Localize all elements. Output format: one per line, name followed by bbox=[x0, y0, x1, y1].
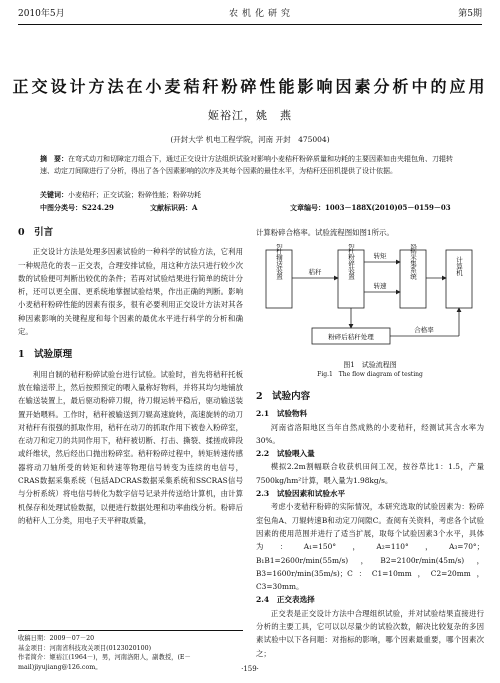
keywords-label: 关键词： bbox=[40, 190, 68, 199]
intro-heading: 0 引言 bbox=[18, 227, 54, 238]
flow-diagram bbox=[260, 244, 480, 356]
abstract-label: 摘 要： bbox=[40, 154, 68, 163]
box-crusher-label: 秸秆粉碎装置 bbox=[347, 244, 355, 280]
principle-paragraph: 利用自制的秸秆粉碎试验台进行试验。试验时，首先将秸秆托板放在输送带上，然后按照预定的喂入量称好物料，并将其均匀地铺放在输送装置上，最后驱动粉碎刀辊，待刀辊运转平稳后，驱动输送装置开始喂料。工作时，秸秆被输送到刀辊高速旋转，高速旋转的动刀对秸秆有很强的抓取作用，秸秆在动刀的抓取作用下被卷入粉碎室，在动刀和定刀的共同作用下，秸秆被切断、打击、撕裂、揉搓成碎段或纤维状，然后经出口抛出粉碎室。秸秆粉碎过程中，转矩转速传感器将动刀轴所受的转矩和转速等物理信号转变为连续的电信号，CRAS数据采集系统（包括ADCRAS数据采集系统和SSCRAS信号与分析系统）将电信号转化为数字信号记录并传送给计算机，由计算机保存和处理试验数据，以便进行数据处理和功率曲线分析。粉碎后的秸秆人工分类，用电子天平秤取质量， bbox=[18, 369, 243, 525]
keywords bbox=[40, 190, 460, 200]
figure-caption-cn: 图1 试验流程图 bbox=[343, 361, 397, 369]
keywords-text: 小麦秸秆；正交试验；粉碎性能；粉碎功耗 bbox=[68, 191, 201, 199]
pass-rate-label: 合格率 bbox=[414, 326, 434, 334]
clc-number: 中图分类号：S224.29 bbox=[40, 203, 114, 212]
sub2-text: 模拟2.2m割幅联合收获机田间工况，按谷草比1：1.5，产量7500kg/hm²计算，喂入量为1.98kg/s。 bbox=[256, 462, 484, 485]
speed-label: 转速 bbox=[373, 282, 387, 290]
sub2-heading: 2.2 试验喂入量 bbox=[256, 449, 315, 459]
document-code: 文献标识码：A bbox=[150, 203, 198, 212]
authors: 姬裕江，姚 燕 bbox=[208, 109, 292, 122]
header-issue: 第5期 bbox=[458, 9, 482, 19]
sub1-heading: 2.1 试验物料 bbox=[256, 409, 308, 419]
flow-diagram-svg bbox=[260, 244, 480, 356]
running-header bbox=[18, 6, 482, 25]
sub3-text: 考虑小麦秸秆粉碎的实际情况，本研究选取的试验因素为：粉碎室包角A、刀辊转速B和动定刀间隙C。查阅有关资料，考虑各个试验因素的使用范围并进行了适当扩展，取每个试验因素3个水平，具体为：A₁=150°，A₂=110°，A₃=70°；B₁B1=2600r/min(55m/s)，B2=2100r/min(45m/s)，B3=1600r/min(35m/s)；C：C1=10mm，C2=20mm，C3=30mm。 bbox=[256, 502, 484, 592]
torque-label: 转矩 bbox=[373, 252, 387, 260]
abstract bbox=[40, 153, 460, 177]
sub1-text: 河南省洛阳地区当年自然成熟的小麦秸秆，经测试其含水率为30%。 bbox=[256, 422, 484, 445]
page-number: ·159· bbox=[241, 665, 259, 673]
sub4-text: 正交表是正交设计方法中合理组织试验，并对试验结果直接进行分析的主要工具，它可以以尽量少的试验次数，解决比较复杂的多因素试验中以下各问题：对指标的影响，哪个因素最重要，哪个因素次之； bbox=[256, 608, 484, 658]
box-daq-label: 数据采集系统 bbox=[409, 244, 417, 280]
straw-label: 秸秆 bbox=[308, 268, 322, 276]
fund-info: 基金项目：河南省科技攻关项目(0123020100) bbox=[18, 644, 152, 652]
principle-heading: 1 试验原理 bbox=[18, 349, 73, 361]
article-number: 文章编号：1003－188X(2010)05－0159－03 bbox=[290, 203, 451, 212]
right-column bbox=[256, 390, 484, 660]
abstract-text: 在弯式动刀和切障定刀组合下，通过正交设计方法组织试验对影响小麦秸秆粉碎质量和功耗的主要因素如由夹辊包角、刀辊转速、动定刀间隙进行了分析，得出了各个因素影响的次序及其每个因素的最佳水平，为秸秆还田机提供了设计依据。 bbox=[40, 155, 453, 175]
author-bio: 作者简介：姬裕江(1964－)，男，河南洛阳人，副教授，(E－mail)jiyujiang@126.com。 bbox=[18, 654, 191, 671]
classification-line bbox=[40, 203, 460, 213]
box-conveyor-label: 秸秆输送装置 bbox=[275, 244, 283, 280]
intro-line: 计算粉碎合格率。试验流程图如图1所示。 bbox=[256, 228, 394, 237]
figure-caption bbox=[256, 360, 484, 380]
figure-caption-en: Fig.1 The flow diagram of testing bbox=[317, 371, 423, 378]
left-column bbox=[18, 226, 243, 527]
affiliation: (开封大学 机电工程学院，河南 开封 475004) bbox=[170, 135, 330, 144]
content-heading: 2 试验内容 bbox=[256, 391, 311, 402]
received-date: 收稿日期：2009－07－20 bbox=[18, 635, 95, 642]
box-computer-label: 计算机 bbox=[455, 256, 463, 276]
header-journal: 农机化研究 bbox=[228, 9, 294, 19]
box-post-processing-label: 粉碎后秸秆处理 bbox=[328, 333, 374, 341]
sub4-heading: 2.4 正交表选择 bbox=[256, 595, 315, 605]
intro-paragraph: 正交设计方法是处理多因素试验的一种科学的试验方法，它利用一种规范化的表－正交表，合理安排试验，用这种方法只进行较少次数的试验便可判断出较优的条件；若再对试验结果进行简单的统计分析，还可以更全面、更系统地掌握试验结果，作出正确的判断。影响小麦秸秆粉碎性能的因素有很多，很有必要利用正交设计方法对其各种因素影响的关键程度和每个因素的最优水平进行科学的分析和确定。 bbox=[18, 247, 243, 337]
paper-title: 正交设计方法在小麦秸秆粉碎性能影响因素分析中的应用 bbox=[12, 77, 488, 96]
sub3-heading: 2.3 试验因素和试验水平 bbox=[256, 489, 346, 499]
header-date: 2010年5月 bbox=[18, 9, 65, 19]
